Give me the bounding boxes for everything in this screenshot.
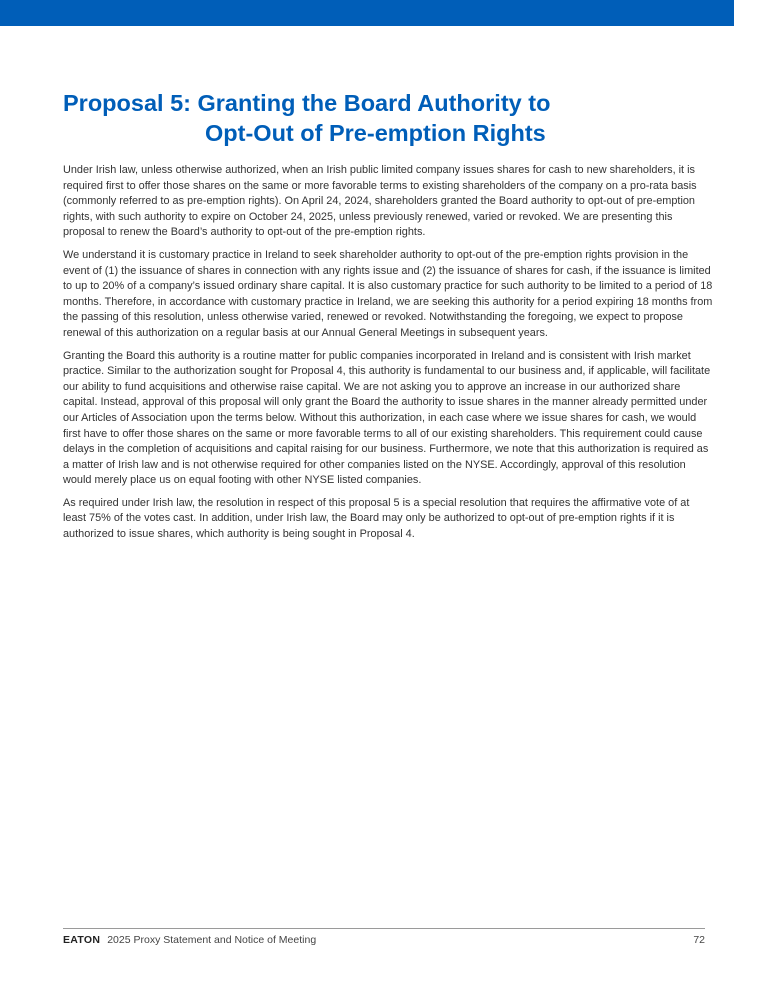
page-title-line-1: Proposal 5: Granting the Board Authority to [63,90,551,116]
footer-brand: EATON [63,934,101,946]
footer-divider [63,928,705,929]
paragraph-routine-matter: Granting the Board this authority is a routine matter for public companies incorporated in Ireland and is consistent with Irish market practice. Similar to the authorization sought for Proposal 4, this authority is fundamental to our business and, if applicable, will facilitate our ability to fund acquisitions and otherwise raise capital. We are not asking you to approve an increase in our authorized share capital. Instead, approval of this proposal will only grant the Board the authority to issue shares in the manner already permitted under our Articles of Association upon the terms below. Without this authorization, in each case where we issue shares for cash, we would first have to offer those shares on the same or more favorable terms to all of our existing shareholders. This requirement could cause delays in the completion of acquisitions and capital raising for our business. Furthermore, we note that this authorization is required as a matter of Irish law and is not otherwise required for other companies listed on the NYSE. Accordingly, approval of this resolution would merely place us on equal footing with other NYSE listed companies. [63,349,711,487]
paragraph-customary-practice: We understand it is customary practice in Ireland to seek shareholder authority to opt-out of the pre-emption rights provision in the event of (1) the issuance of shares in connection with any rights issue and (2) the issuance of shares for cash, if the issuance is limited to up to 20% of a company’s issued ordinary share capital. It is also customary practice for such authority to be limited to a period of 18 months. Therefore, in accordance with customary practice in Ireland, we are seeking this authority for a period expiring 18 months from the passing of this resolution, unless otherwise varied, renewed or revoked. Notwithstanding the foregoing, we expect to propose renewal of this authorization on a regular basis at our Annual General Meetings in subsequent years. [63,248,713,339]
footer-document-title: 2025 Proxy Statement and Notice of Meeting [107,934,317,946]
page-title-line-2: Opt-Out of Pre-emption Rights [205,120,546,146]
paragraph-special-resolution: As required under Irish law, the resolution in respect of this proposal 5 is a special resolution that requires the affirmative vote of at least 75% of the votes cast. In addition, under Irish law, the Board may only be authorized to opt-out of pre-emption rights if it is authorized to issue shares, which authority is being sought in Proposal 4. [63,496,690,541]
body-text [63,163,713,550]
paragraph-pre-emption-background: Under Irish law, unless otherwise authorized, when an Irish public limited company issues shares for cash to new shareholders, it is required first to offer those shares on the same or more favorable terms to existing shareholders of the company on a pro-rata basis (commonly referred to as pre-emption rights). On April 24, 2024, shareholders granted the Board authority to opt-out of pre-emption rights, with such authority to expire on October 24, 2025, unless previously renewed, varied or revoked. We are presenting this proposal to renew the Board’s authority to opt-out of the pre-emption rights. [63,164,697,239]
page-footer [63,933,705,949]
header-bar [0,0,734,26]
page-number: 72 [693,934,705,946]
page-title [63,88,723,148]
